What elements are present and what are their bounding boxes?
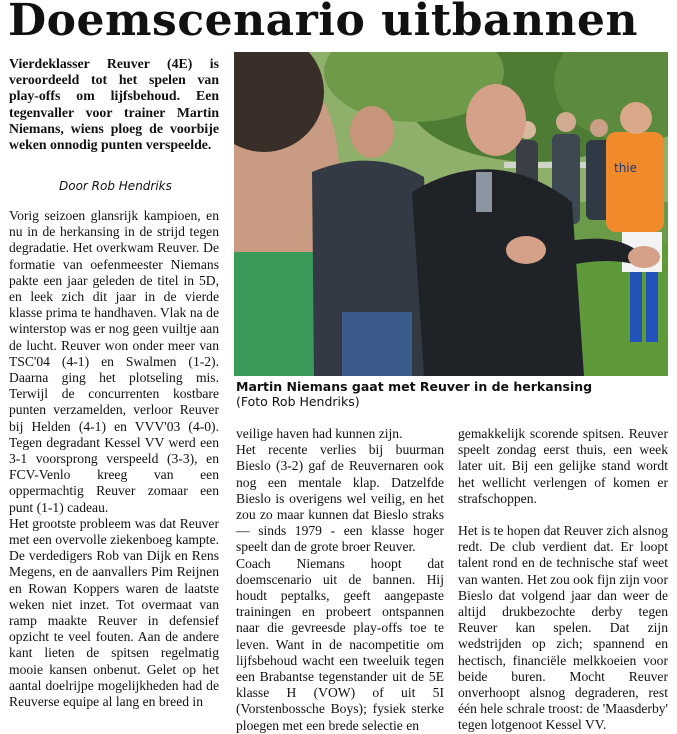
headline: Doemscenario uitbannen <box>8 0 638 46</box>
article-lead: Vierdeklasser Reuver (4E) is veroordeeld tot het spelen van play-offs om lijfsbehoud. Een tegenvaller voor trainer Martin Niemans, wiens ploeg de voorbije weken onnodig punten verspeelde. <box>9 56 219 153</box>
byline: Door Rob Hendriks <box>59 179 172 193</box>
column1-paragraph-1: Vorig seizoen glansrijk kampioen, en nu in de herkansing in de strijd tegen degradatie. Het overkwam Reuver. De formatie van oefenmeester Niemans pakte een jaar geleden de titel in 5D, en leek zich dit jaar in de vierde klasse prima te handhaven. Vlak na de winterstop was er nog geen vuiltje aan de lucht. Reuver won onder meer van TSC'04 (4-1) en Swalmen (1-2). Daarna ging het plotseling mis. Terwijl de concurrenten kostbare punten verzamelden, verloor Reuver bij Helden (4-1) en VVV'03 (4-0). Tegen degradant Kessel VV werd een 3-1 voorsprong verspeeld (3-3), en FCV-Venlo kreeg van een oppermachtig Reuver zomaar een punt (1-1) cadeau. <box>9 208 219 515</box>
article-column-2 <box>236 426 444 734</box>
column1-paragraph-2: Het grootste probleem was dat Reuver met een overvolle ziekenboeg kampte. De verdedigers Rob van Dijk en Rens Megens, en de aanvallers Pim Reijnen en Rowan Koppers waren de laatste weken niet inzet. Tot overmaat van ramp maakte Reuver in defensief opzicht te veel fouten. Aan de andere kant lieten de spitsen regelmatig mooie kansen onbenut. Gelet op het aantal doelrijpe mogelijkheden had de Reuverse equipe al lang en breed in <box>9 515 219 710</box>
article-column-1 <box>9 208 219 710</box>
caption-credit: (Foto Rob Hendriks) <box>236 394 360 409</box>
caption-title: Martin Niemans gaat met Reuver in de herkansing <box>236 379 593 394</box>
column3-paragraph-2: Het is te hopen dat Reuver zich alsnog redt. De club verdient dat. Er loopt talent rond en de technische staf weet van wanten. Het zou ook fijn zijn voor Bieslo dat volgend jaar dan weer de altijd drukbezochte derby tegen Reuver kan spelen. Dat zijn wedstrijden op zich; spannend en hectisch, financiële melkkoeien voor beide buren. Mocht Reuver onverhoopt alsnog degraderen, rest één hele schrale troost: de 'Maasderby' tegen lotgenoot Kessel VV. <box>458 523 668 733</box>
jersey-text: thie <box>614 161 638 175</box>
photo-illustration <box>234 52 668 376</box>
column2-paragraph-1: veilige haven had kunnen zijn. <box>236 426 403 441</box>
column2-paragraph-3: Coach Niemans hoopt dat doemscenario uit de bannen. Hij houdt peptalks, geeft aangepaste trainingen en probeert ontspannen naar die gevreesde play-offs toe te leven. Want in de nacompetitie om lijfsbehoud wacht een tweeluik tegen een Brabantse tegenstander uit de 5E klasse H (VOW) of uit 5I (Vorstenbossche Boys); fysiek sterke ploegen met een brede selectie en <box>236 555 444 733</box>
article-column-3 <box>458 426 668 734</box>
article-photo <box>234 52 668 376</box>
column3-paragraph-1: gemakkelijk scorende spitsen. Reuver speelt zondag eerst thuis, een week later uit. Bij een gelijke stand wordt het wellicht verlengen of komen er strafschoppen. <box>458 426 668 506</box>
photo-caption <box>236 379 676 409</box>
column2-paragraph-2: Het recente verlies bij buurman Bieslo (3-2) gaf de Reuvernaren ook nog een mentale klap. Datzelfde Bieslo is overigens wel veilig, en het zou zo maar kunnen dat Bieslo straks — sinds 1979 - een klasse hoger speelt dan de grote broer Reuver. <box>236 442 444 555</box>
